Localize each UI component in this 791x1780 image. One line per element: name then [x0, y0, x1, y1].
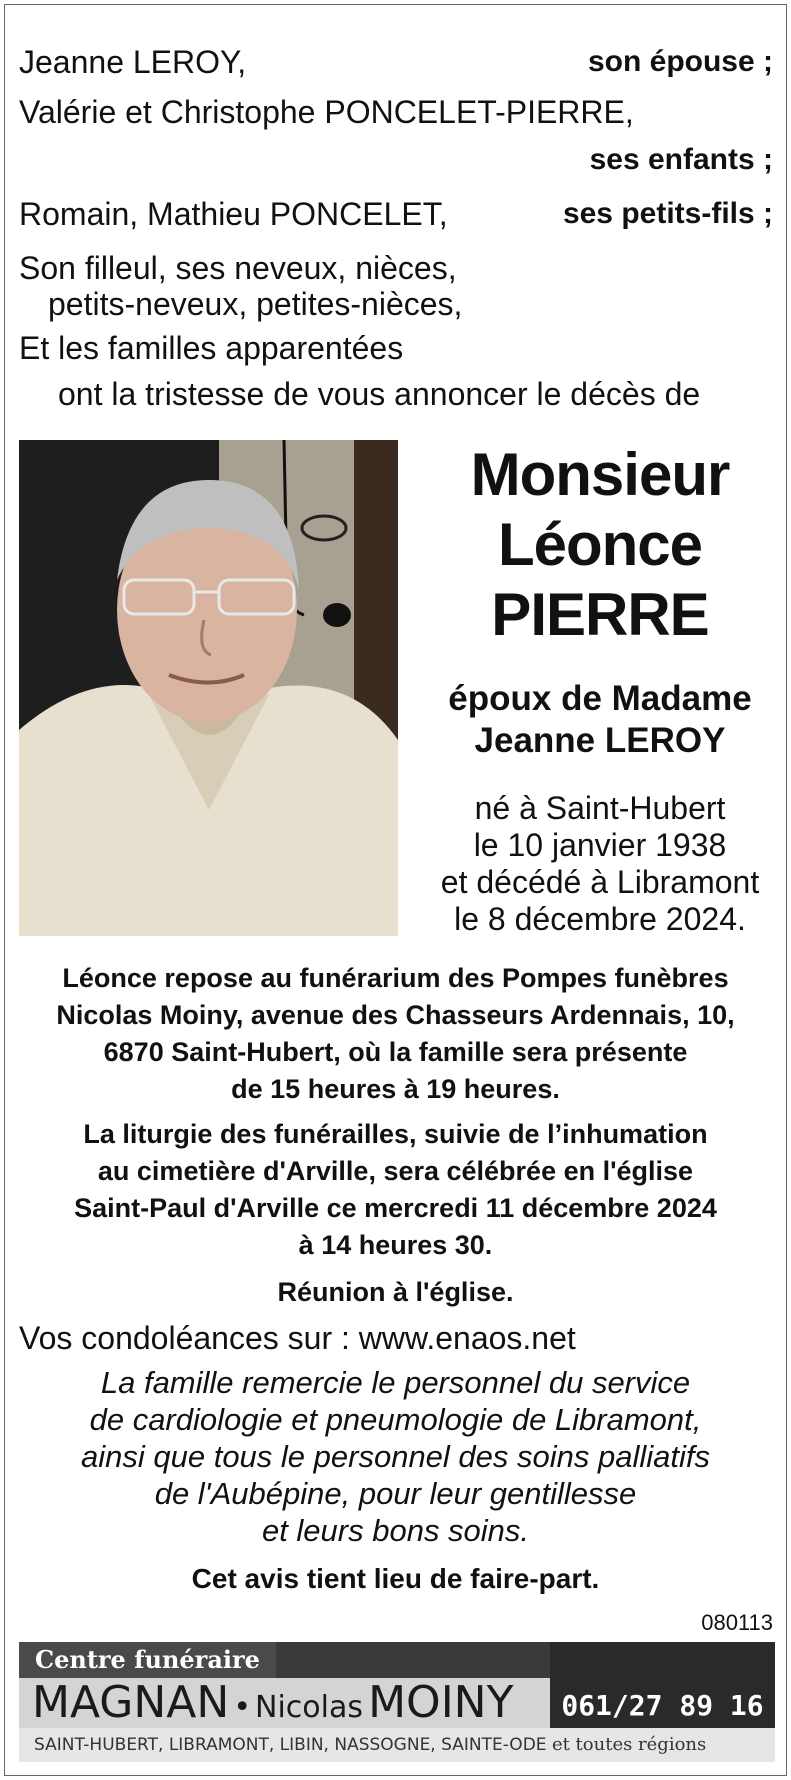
rest-line-4: de 15 heures à 19 heures.	[231, 1074, 560, 1104]
thanks-line-3: ainsi que tous le personnel des soins palliatifs	[81, 1439, 710, 1474]
children-role: ses enfants ;	[589, 143, 773, 176]
grandchildren-role: ses petits-fils ;	[562, 197, 773, 230]
rest-line-3: 6870 Saint-Hubert, où la famille sera présente	[103, 1037, 688, 1067]
condolences-line: Vos condoléances sur : www.enaos.net	[19, 1320, 576, 1356]
deceased-first-name: Léonce	[497, 511, 703, 578]
footer-label: Centre funéraire	[19, 1642, 276, 1678]
notice-line: Cet avis tient lieu de faire-part.	[191, 1563, 600, 1594]
liturgy-line-3: Saint-Paul d'Arville ce mercredi 11 décembre 2024	[74, 1193, 717, 1223]
thanks-line-2: de cardiologie et pneumologie de Libramont,	[89, 1402, 702, 1437]
brand-bullet: •	[233, 1690, 252, 1725]
others-line-1: Son filleul, ses neveux, nièces,	[19, 250, 457, 286]
children-names: Valérie et Christophe PONCELET-PIERRE,	[19, 94, 634, 130]
regions-list: SAINT-HUBERT, LIBRAMONT, LIBIN, NASSOGNE, SAINTE-ODE	[34, 1735, 547, 1755]
meeting-line: Réunion à l'église.	[277, 1277, 514, 1307]
reference-number: 080113	[701, 1610, 773, 1635]
grandchildren-names: Romain, Mathieu PONCELET,	[19, 196, 448, 232]
spouse-of-line-1: époux de Madame	[448, 679, 752, 718]
thanks-line-4: de l'Aubépine, pour leur gentillesse	[154, 1476, 637, 1511]
liturgy-line-1: La liturgie des funérailles, suivie de l’inhumation	[83, 1119, 708, 1149]
birth-date: le 10 janvier 1938	[473, 827, 727, 863]
others-line-3: Et les familles apparentées	[19, 330, 404, 366]
thanks-line-1: La famille remercie le personnel du service	[100, 1365, 691, 1400]
death-date: le 8 décembre 2024.	[454, 901, 746, 937]
others-line-2: petits-neveux, petites-nièces,	[48, 286, 463, 322]
portrait-photo	[19, 440, 398, 936]
rest-line-2: Nicolas Moiny, avenue des Chasseurs Ardennais, 10,	[56, 1000, 735, 1030]
announcement-line: ont la tristesse de vous annoncer le décès de	[58, 376, 701, 412]
deceased-last-name: PIERRE	[491, 581, 709, 648]
brand-moiny: MOINY	[368, 1677, 514, 1728]
brand-magnan: MAGNAN	[32, 1677, 230, 1728]
liturgy-line-4: à 14 heures 30.	[298, 1230, 493, 1260]
portrait-illustration	[19, 440, 398, 936]
spouse-role: son épouse ;	[587, 45, 773, 78]
spouse-of-line-2: Jeanne LEROY	[474, 721, 726, 760]
birth-place: né à Saint-Hubert	[474, 790, 726, 826]
footer-regions	[34, 1728, 706, 1762]
rest-line-1: Léonce repose au funérarium des Pompes funèbres	[62, 963, 729, 993]
footer-phone: 061/27 89 16	[561, 1689, 764, 1722]
deceased-title: Monsieur	[470, 441, 730, 508]
thanks-line-5: et leurs bons soins.	[261, 1513, 530, 1548]
death-place: et décédé à Libramont	[440, 864, 760, 900]
brand-nicolas: Nicolas	[255, 1690, 363, 1725]
regions-suffix: et toutes régions	[551, 1734, 707, 1755]
spouse-name: Jeanne LEROY,	[19, 44, 247, 80]
liturgy-line-2: au cimetière d'Arville, sera célébrée en l'église	[97, 1156, 694, 1186]
